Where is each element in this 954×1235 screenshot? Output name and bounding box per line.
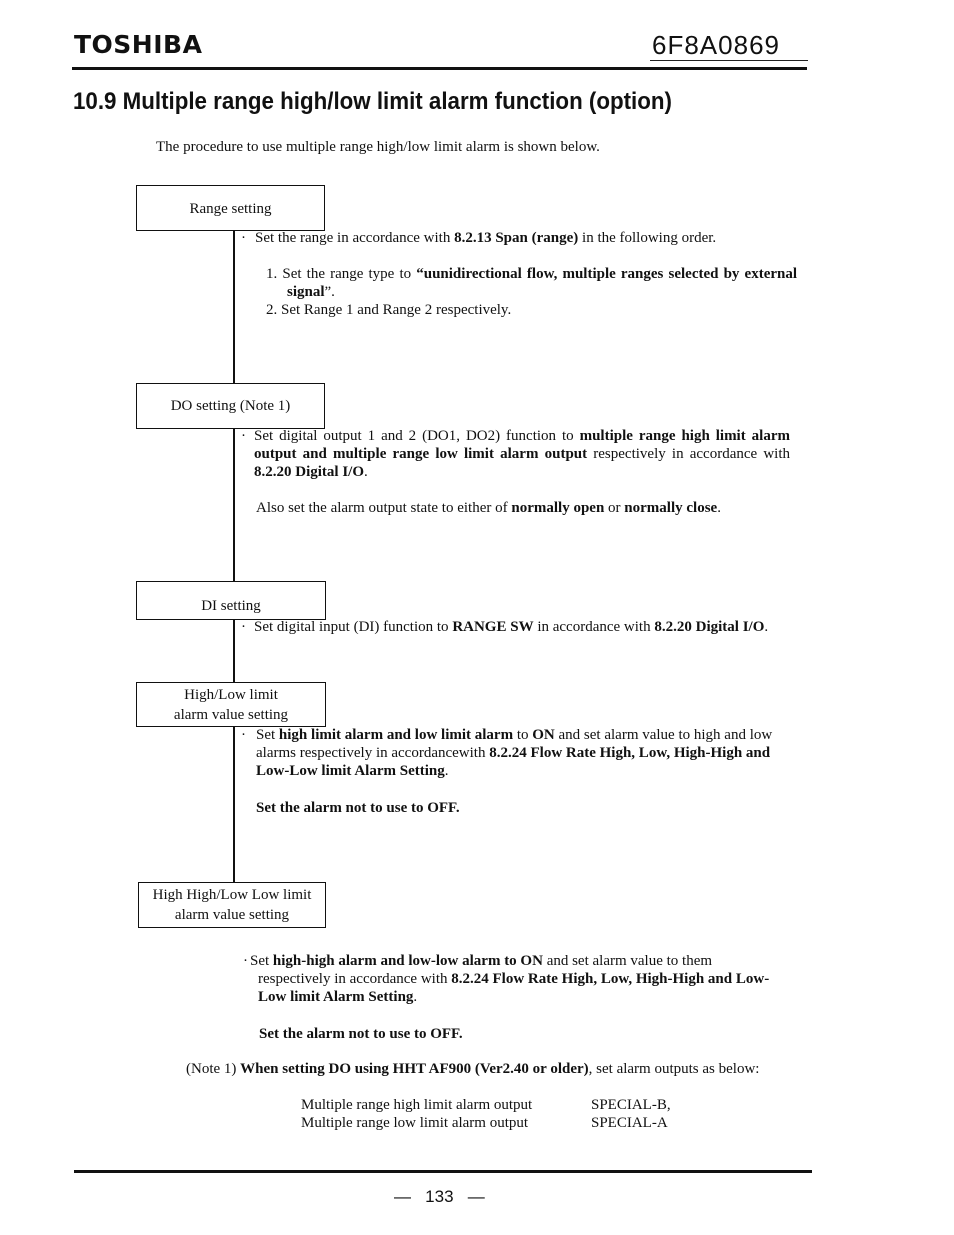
page-number — [394, 1187, 485, 1207]
step-box-high-low-limit — [136, 682, 326, 727]
footer-rule — [74, 1170, 812, 1173]
high-low-off-note: Set the alarm not to use to OFF. — [256, 800, 460, 816]
step-box-label: Range setting — [189, 201, 272, 217]
flow-connector — [233, 727, 235, 882]
step-text-high-high-low-low: · Set high-high alarm and low-low alarm to ON and set alarm value to them respectively in accordance with 8.2.24 Flow Rate High, Low, High-High and Low-Low limit Alarm Setting. — [243, 953, 770, 1005]
page-dash-left: — — [394, 1187, 411, 1206]
step-text-do-setting: · Set digital output 1 and 2 (DO1, DO2) function to multiple range high limit alarm output and multiple range low limit alarm output respectively in accordance with 8.2.20 Digital I/O. — [241, 428, 790, 480]
range-step-item-1: 1. Set the range type to “uunidirectional flow, multiple ranges selected by external signal”. — [266, 266, 798, 300]
page-number-value: 133 — [425, 1187, 454, 1206]
header-rule — [72, 67, 807, 70]
section-title: 10.9 Multiple range high/low limit alarm function (option) — [73, 88, 672, 115]
flow-connector — [233, 429, 235, 581]
do-output-state-text: Also set the alarm output state to either of normally open or normally close. — [256, 500, 721, 516]
step-text-di-setting: · Set digital input (DI) function to RANGE SW in accordance with 8.2.20 Digital I/O. — [241, 619, 769, 635]
note-row-value: SPECIAL-B, — [591, 1097, 671, 1113]
step-box-label: DI setting — [201, 598, 261, 614]
bullet: · — [241, 428, 246, 444]
page-dash-right: — — [467, 1187, 485, 1206]
intro-text: The procedure to use multiple range high/low limit alarm is shown below. — [156, 139, 600, 155]
range-step-item-2: 2. Set Range 1 and Range 2 respectively. — [266, 302, 512, 318]
bullet: · — [243, 953, 248, 969]
note-1: (Note 1) When setting DO using HHT AF900 (Ver2.40 or older), set alarm outputs as below: — [186, 1061, 760, 1077]
step-text-range-setting: · Set the range in accordance with 8.2.13 Span (range) in the following order. — [241, 230, 717, 246]
flow-connector — [233, 231, 235, 383]
note-row-name: Multiple range low limit alarm output — [301, 1115, 529, 1131]
bullet: · — [241, 619, 246, 635]
step-box-label-line2: alarm value setting — [173, 707, 289, 723]
step-box-label-line2: alarm value setting — [174, 907, 290, 923]
step-box-do-setting — [136, 383, 325, 429]
bullet: · — [241, 230, 246, 246]
note-row-value: SPECIAL-A — [591, 1115, 668, 1131]
step-box-label: DO setting (Note 1) — [170, 398, 291, 414]
step-box-range-setting — [136, 185, 325, 231]
step-text-high-low-limit: · Set high limit alarm and low limit alarm to ON and set alarm value to high and low alarms respectively in accordancewith 8.2.24 Flow Rate High, Low, High-High and Low-Low limit Alarm Setting. — [241, 727, 773, 779]
toshiba-logo: TOSHIBA — [74, 30, 203, 59]
high-high-off-note: Set the alarm not to use to OFF. — [259, 1026, 463, 1042]
note-label: (Note 1) — [186, 1061, 237, 1077]
document-number: 6F8A0869 — [652, 30, 780, 60]
step-box-label-line1: High/Low limit — [184, 687, 278, 703]
flow-connector — [233, 620, 235, 682]
document-number-underline — [650, 52, 808, 61]
bullet: · — [241, 727, 246, 743]
step-box-label-line1: High High/Low Low limit — [152, 887, 312, 903]
step-box-high-high-low-low-limit — [138, 882, 326, 928]
step-box-di-setting — [136, 581, 326, 620]
note-row-name: Multiple range high limit alarm output — [301, 1097, 533, 1113]
